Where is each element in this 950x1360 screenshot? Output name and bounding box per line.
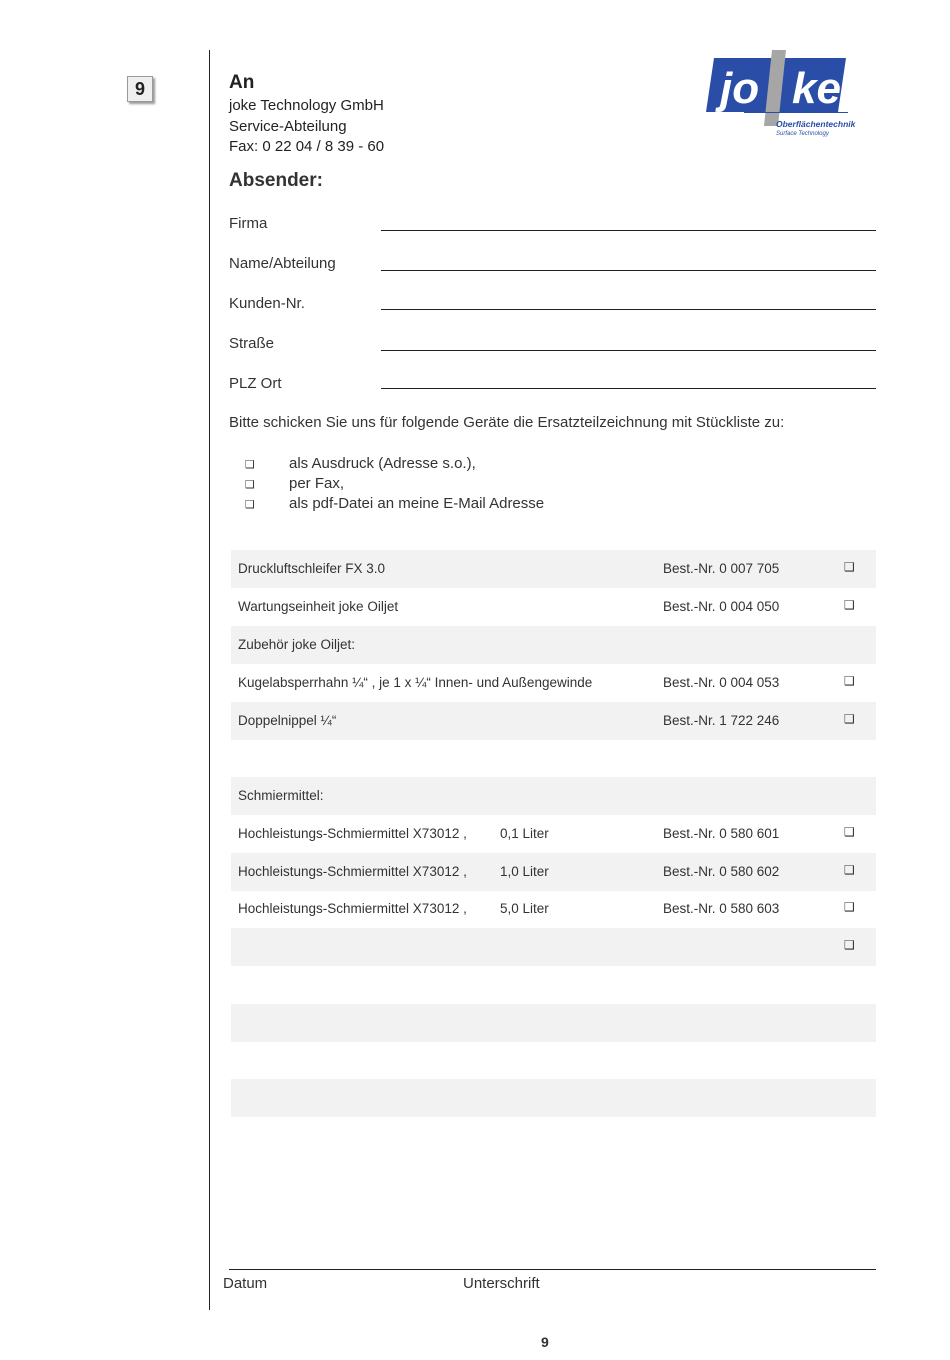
- item-order-number: Best.-Nr. 0 004 053: [663, 675, 780, 690]
- item-name: Schmiermittel:: [238, 788, 324, 803]
- option-pdf-email[interactable]: [245, 495, 545, 512]
- recipient-block: [229, 70, 384, 158]
- margin-rule: [209, 50, 210, 1310]
- joke-logo: [706, 48, 856, 140]
- date-label: Datum: [223, 1275, 268, 1292]
- table-row: [231, 550, 876, 588]
- recipient-department: Service-Abteilung: [229, 117, 347, 135]
- table-row: [231, 1079, 876, 1117]
- item-name: Kugelabsperrhahn ¼“ , je 1 x ¼“ Innen- und Außengewinde: [238, 675, 593, 690]
- item-order-number: Best.-Nr. 0 580 603: [663, 901, 780, 916]
- checkbox-icon[interactable]: ❑: [245, 499, 255, 511]
- item-name: Hochleistungs-Schmiermittel X73012 ,: [238, 864, 467, 879]
- table-row: [231, 890, 876, 928]
- option-label: als Ausdruck (Adresse s.o.),: [289, 455, 476, 472]
- table-row: [231, 777, 876, 815]
- signature-line[interactable]: [229, 1269, 876, 1270]
- field-line-kunden-nr[interactable]: [381, 309, 876, 310]
- field-label-kunden-nr: Kunden-Nr.: [229, 295, 305, 312]
- checkbox-icon[interactable]: ❑: [844, 560, 855, 574]
- item-order-number: Best.-Nr. 0 004 050: [663, 599, 780, 614]
- field-label-firma: Firma: [229, 215, 268, 232]
- request-text: Bitte schicken Sie uns für folgende Geräte die Ersatzteilzeichnung mit Stückliste zu:: [229, 414, 785, 431]
- option-printout[interactable]: [245, 455, 476, 472]
- field-label-strasse: Straße: [229, 335, 275, 352]
- page-number: 9: [541, 1334, 549, 1350]
- item-name: Hochleistungs-Schmiermittel X73012 ,: [238, 901, 467, 916]
- item-name: Doppelnippel ¼“: [238, 713, 337, 728]
- item-name: Zubehör joke Oiljet:: [238, 637, 356, 652]
- table-row: [231, 664, 876, 702]
- table-row: [231, 815, 876, 853]
- recipient-fax: Fax: 0 22 04 / 8 39 - 60: [229, 138, 385, 155]
- item-order-number: Best.-Nr. 0 580 601: [663, 826, 780, 841]
- option-label: per Fax,: [289, 475, 345, 492]
- item-name: Druckluftschleifer FX 3.0: [238, 561, 386, 576]
- item-order-number: Best.-Nr. 0 580 602: [663, 864, 780, 879]
- field-label-plz-ort: PLZ Ort: [229, 375, 282, 392]
- recipient-heading: An: [229, 72, 255, 93]
- option-label: als pdf-Datei an meine E-Mail Adresse: [289, 495, 545, 512]
- field-line-name[interactable]: [381, 270, 876, 271]
- recipient-company: joke Technology GmbH: [229, 97, 384, 114]
- field-line-plz-ort[interactable]: [381, 388, 876, 389]
- chapter-badge: 9: [127, 76, 153, 102]
- option-fax[interactable]: [245, 475, 345, 492]
- item-quantity: 5,0 Liter: [500, 901, 549, 916]
- item-name: Hochleistungs-Schmiermittel X73012 ,: [238, 826, 467, 841]
- table-row: [231, 1042, 876, 1080]
- sender-heading: Absender:: [229, 170, 323, 191]
- checkbox-icon[interactable]: ❑: [844, 598, 855, 612]
- checkbox-icon[interactable]: ❑: [844, 674, 855, 688]
- field-label-name: Name/Abteilung: [229, 255, 336, 272]
- table-row: [231, 853, 876, 891]
- item-name: Wartungseinheit joke Oiljet: [238, 599, 399, 614]
- signature-label: Unterschrift: [463, 1275, 540, 1292]
- logo-tagline: Oberflächentechnik: [776, 119, 856, 129]
- table-row: [231, 626, 876, 664]
- table-row: [231, 966, 876, 1004]
- logo-wordmark-left: jo: [720, 64, 760, 113]
- table-row: [231, 740, 876, 778]
- item-quantity: 0,1 Liter: [500, 826, 549, 841]
- item-quantity: 1,0 Liter: [500, 864, 549, 879]
- checkbox-icon[interactable]: ❑: [844, 863, 855, 877]
- logo-wordmark-right: ke: [792, 64, 841, 113]
- field-line-firma[interactable]: [381, 230, 876, 231]
- table-row: [231, 1004, 876, 1042]
- item-order-number: Best.-Nr. 1 722 246: [663, 713, 780, 728]
- checkbox-icon[interactable]: ❑: [245, 459, 255, 471]
- checkbox-icon[interactable]: ❑: [844, 900, 855, 914]
- logo-tagline-en: Surface Technology: [776, 131, 829, 137]
- table-row: [231, 588, 876, 626]
- checkbox-icon[interactable]: ❑: [245, 479, 255, 491]
- checkbox-icon[interactable]: ❑: [844, 825, 855, 839]
- checkbox-icon[interactable]: ❑: [844, 938, 855, 952]
- item-order-number: Best.-Nr. 0 007 705: [663, 561, 780, 576]
- table-row: [231, 702, 876, 740]
- table-row: [231, 928, 876, 966]
- field-line-strasse[interactable]: [381, 350, 876, 351]
- checkbox-icon[interactable]: ❑: [844, 712, 855, 726]
